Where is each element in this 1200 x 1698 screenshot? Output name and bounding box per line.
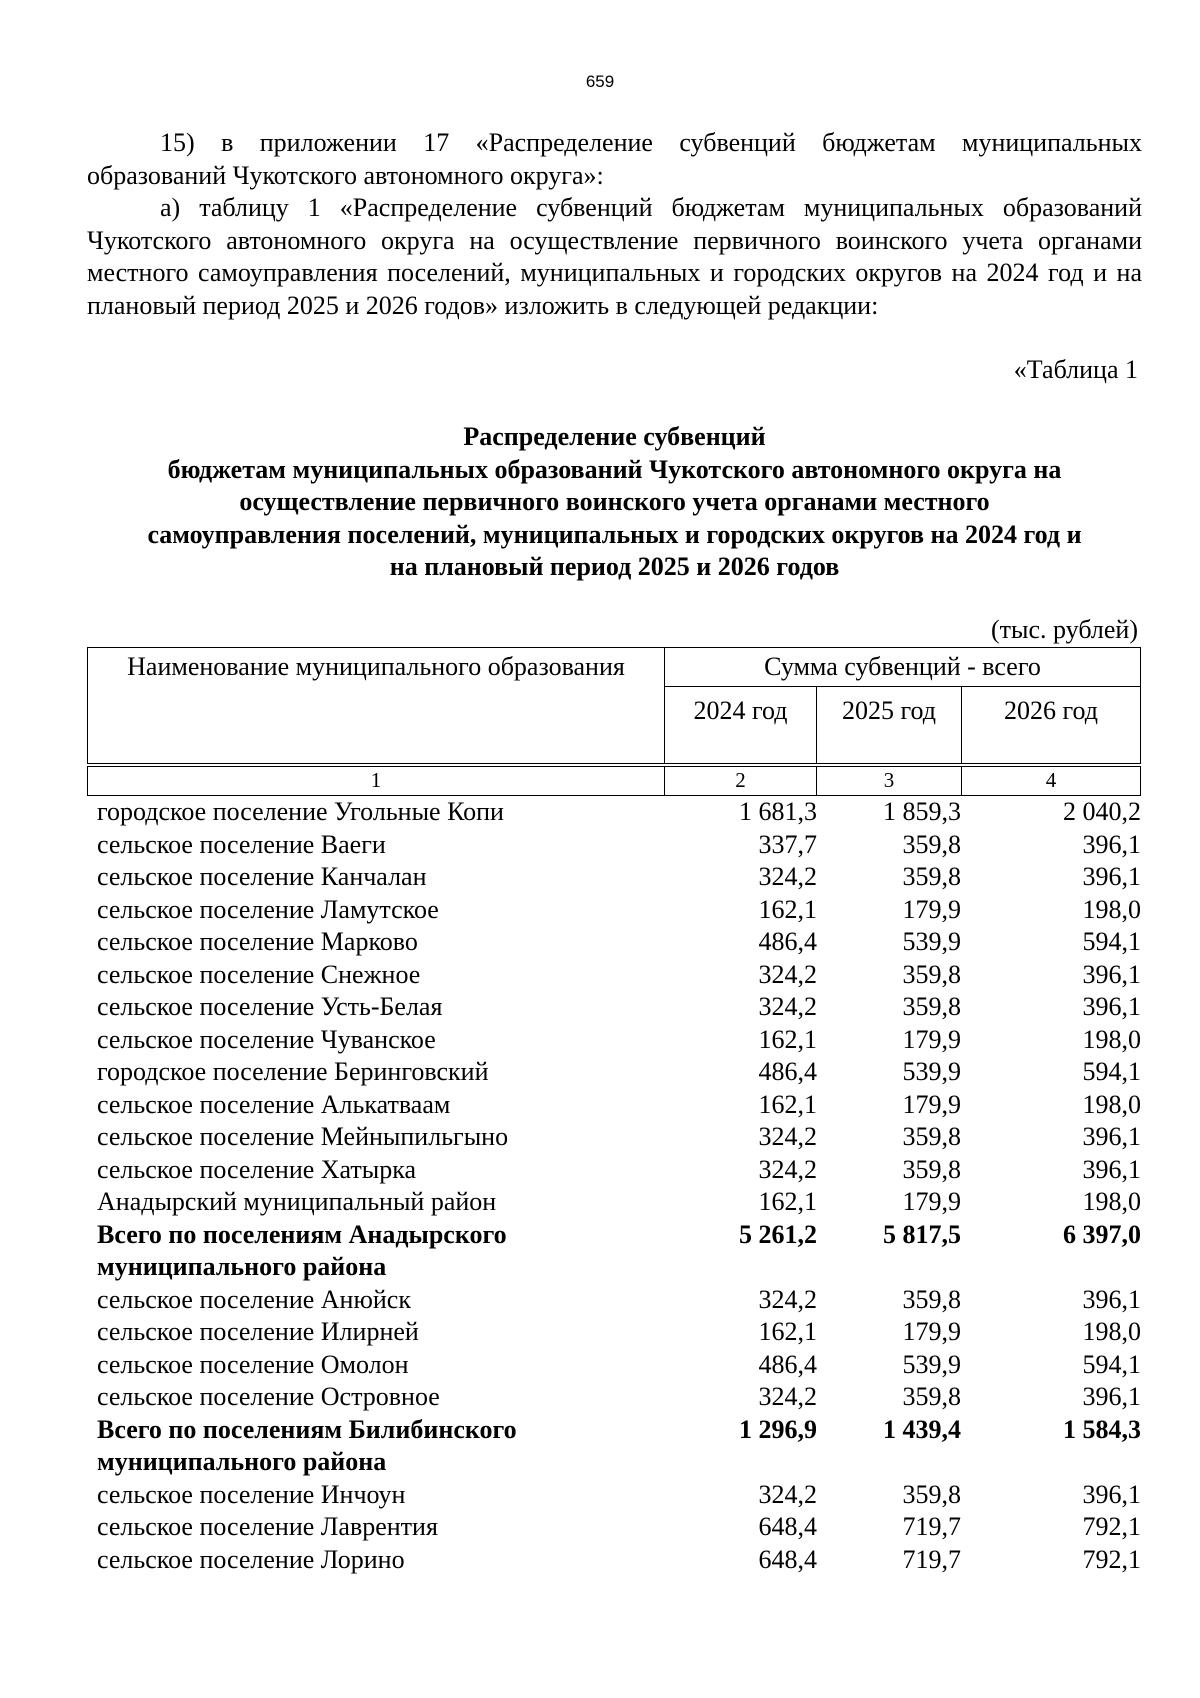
value-2026: 792,1 (1082, 1512, 1141, 1541)
value-2025: 359,8 (902, 1382, 961, 1411)
table-row (97, 1056, 1141, 1089)
value-2025: 179,9 (902, 1187, 961, 1216)
table-total-row (97, 1219, 1141, 1284)
value-2026: 594,1 (1082, 1349, 1141, 1379)
municipality-name: сельское поселение Ваеги (97, 829, 386, 859)
value-2024: 324,2 (758, 992, 817, 1021)
table-row (97, 1089, 1141, 1122)
value-2025: 5 817,5 (883, 1219, 961, 1249)
value-2026: 198,0 (1082, 1024, 1141, 1054)
value-2026: 396,1 (1082, 1382, 1141, 1411)
value-2025: 179,9 (902, 1089, 961, 1119)
value-2024: 324,2 (758, 959, 817, 989)
table-total-row (97, 1414, 1141, 1479)
value-2024: 648,4 (758, 1544, 817, 1574)
heading-line: Распределение субвенций (463, 422, 766, 451)
column-number: 1 (87, 766, 665, 796)
municipality-name: сельское поселение Анюйск (97, 1284, 411, 1314)
table-row (97, 1381, 1141, 1414)
value-2024: 648,4 (758, 1512, 817, 1541)
value-2024: 162,1 (758, 1187, 817, 1216)
value-2025: 359,8 (902, 959, 961, 989)
value-2024: 324,2 (758, 1154, 817, 1184)
value-2026: 1 584,3 (1063, 1414, 1141, 1444)
table-row (97, 959, 1141, 992)
value-2025: 179,9 (902, 894, 961, 924)
value-2024: 162,1 (758, 894, 817, 924)
value-2026: 594,1 (1082, 927, 1141, 956)
table-row (97, 1284, 1141, 1317)
value-2026: 396,1 (1082, 862, 1141, 891)
table-row (97, 926, 1141, 959)
amendment-paragraph: а) таблицу 1 «Распределение субвенций бюджетам муниципальных образований Чукотского автономного округа на осуществление первичного воинского учета органами местного самоуправления поселений, муниципальных и городских округов на 2024 год и на плановый период 2025 и 2026 годов» изложить в следующей редакции: (87, 193, 1142, 320)
table-row (97, 991, 1141, 1024)
value-2025: 359,8 (902, 862, 961, 891)
column-header-2025: 2025 год (816, 686, 962, 764)
value-2025: 539,9 (902, 1349, 961, 1379)
municipality-name: сельское поселение Марково (97, 927, 418, 956)
value-2025: 719,7 (902, 1512, 961, 1541)
value-2025: 539,9 (902, 927, 961, 956)
table-row (97, 796, 1141, 829)
units-label: (тыс. рублей) (990, 615, 1138, 644)
value-2024: 324,2 (758, 1479, 817, 1509)
value-2024: 1 681,3 (739, 797, 817, 826)
table-row (97, 1511, 1141, 1544)
value-2024: 337,7 (758, 829, 817, 859)
value-2026: 396,1 (1082, 992, 1141, 1021)
value-2024: 5 261,2 (739, 1219, 817, 1249)
municipality-name: сельское поселение Мейныпильгыно (97, 1122, 509, 1151)
table-row (97, 1479, 1141, 1512)
municipality-name: сельское поселение Омолон (97, 1349, 409, 1379)
municipality-name: сельское поселение Островное (97, 1382, 440, 1411)
table-row (97, 1154, 1141, 1187)
value-2025: 359,8 (902, 992, 961, 1021)
value-2025: 359,8 (902, 1479, 961, 1509)
value-2026: 198,0 (1082, 1187, 1141, 1216)
value-2024: 324,2 (758, 1382, 817, 1411)
value-2024: 486,4 (758, 1349, 817, 1379)
value-2024: 324,2 (758, 862, 817, 891)
value-2025: 179,9 (902, 1024, 961, 1054)
table-row (97, 829, 1141, 862)
value-2026: 198,0 (1082, 1089, 1141, 1119)
value-2025: 719,7 (902, 1544, 961, 1574)
table-header (87, 647, 1141, 764)
municipality-name: сельское поселение Канчалан (97, 862, 427, 891)
value-2025: 1 859,3 (883, 797, 961, 826)
municipality-name: сельское поселение Лорино (97, 1544, 405, 1574)
value-2024: 162,1 (758, 1024, 817, 1054)
value-2025: 539,9 (902, 1057, 961, 1086)
value-2026: 396,1 (1082, 959, 1141, 989)
value-2025: 359,8 (902, 829, 961, 859)
table-row (97, 1186, 1141, 1219)
value-2026: 792,1 (1082, 1544, 1141, 1574)
value-2026: 396,1 (1082, 1284, 1141, 1314)
municipality-name: сельское поселение Хатырка (97, 1154, 417, 1184)
column-header-name: Наименование муниципального образования (87, 647, 665, 764)
value-2026: 198,0 (1082, 1317, 1141, 1346)
municipality-name: сельское поселение Ламутское (97, 894, 439, 924)
value-2026: 396,1 (1082, 829, 1141, 859)
municipality-name: городское поселение Угольные Копи (97, 797, 504, 826)
heading-line: на плановый период 2025 и 2026 годов (389, 552, 840, 581)
value-2024: 1 296,9 (739, 1414, 817, 1444)
value-2026: 396,1 (1082, 1479, 1141, 1509)
municipality-name: сельское поселение Инчоун (97, 1479, 406, 1509)
municipality-name: городское поселение Беринговский (97, 1057, 489, 1086)
value-2026: 396,1 (1082, 1154, 1141, 1184)
value-2026: 2 040,2 (1063, 797, 1141, 826)
municipality-name: Всего по поселениям Билибинского муниципального района (97, 1414, 517, 1476)
table-row (97, 894, 1141, 927)
heading-line: бюджетам муниципальных образований Чукотского автономного округа на (167, 454, 1062, 484)
heading-line: самоуправления поселений, муниципальных и городских округов на 2024 год и (147, 519, 1082, 549)
value-2026: 198,0 (1082, 894, 1141, 924)
page-number: 659 (585, 72, 615, 91)
column-number: 3 (816, 766, 962, 796)
value-2024: 486,4 (758, 1057, 817, 1086)
value-2025: 1 439,4 (883, 1414, 961, 1444)
municipality-name: сельское поселение Усть-Белая (97, 992, 443, 1021)
municipality-name: Всего по поселениям Анадырского муниципального района (97, 1219, 507, 1281)
column-number: 2 (664, 766, 817, 796)
municipality-name: сельское поселение Алькатваам (97, 1089, 451, 1119)
column-header-sum: Сумма субвенций - всего (664, 647, 1141, 687)
value-2026: 594,1 (1082, 1057, 1141, 1086)
column-number: 4 (961, 766, 1141, 796)
table-row (97, 1349, 1141, 1382)
table-row (97, 1544, 1141, 1577)
column-header-2024: 2024 год (664, 686, 817, 764)
table-reference: «Таблица 1 (1013, 355, 1138, 384)
municipality-name: Анадырский муниципальный район (97, 1187, 497, 1216)
heading-line: осуществление первичного воинского учета органами местного (239, 487, 990, 516)
table-heading (87, 421, 1142, 584)
table-row (97, 1121, 1141, 1154)
value-2025: 359,8 (902, 1284, 961, 1314)
value-2026: 6 397,0 (1063, 1219, 1141, 1249)
value-2024: 162,1 (758, 1317, 817, 1346)
value-2024: 324,2 (758, 1284, 817, 1314)
value-2024: 324,2 (758, 1122, 817, 1151)
value-2024: 162,1 (758, 1089, 817, 1119)
municipality-name: сельское поселение Лаврентия (97, 1512, 438, 1541)
value-2025: 359,8 (902, 1154, 961, 1184)
table-row (97, 1316, 1141, 1349)
municipality-name: сельское поселение Илирней (97, 1317, 419, 1346)
municipality-name: сельское поселение Снежное (97, 959, 421, 989)
value-2025: 359,8 (902, 1122, 961, 1151)
table-row (97, 861, 1141, 894)
column-header-2026: 2026 год (961, 686, 1141, 764)
value-2025: 179,9 (902, 1317, 961, 1346)
municipality-name: сельское поселение Чуванское (97, 1024, 436, 1054)
intro-paragraph: 15) в приложении 17 «Распределение субвенций бюджетам муниципальных образований Чукотского автономного округа»: (87, 128, 1142, 190)
table-body (97, 796, 1141, 1576)
value-2026: 396,1 (1082, 1122, 1141, 1151)
value-2024: 486,4 (758, 927, 817, 956)
column-number-row (87, 766, 1141, 796)
table-row (97, 1024, 1141, 1057)
